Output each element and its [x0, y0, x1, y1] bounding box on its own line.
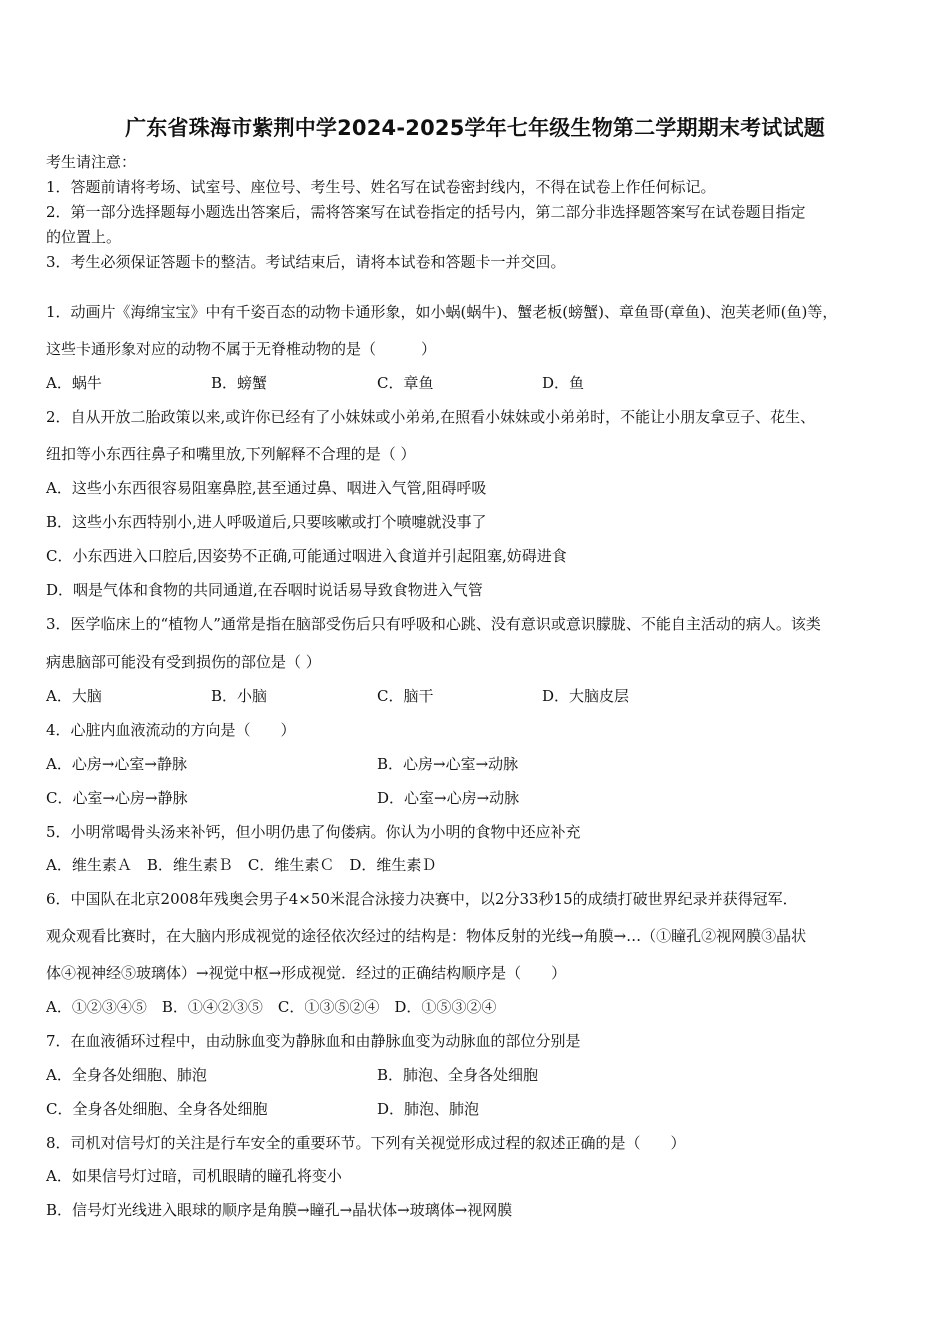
- question-text: 病患脑部可能没有受到损伤的部位是（ ）: [46, 653, 321, 671]
- question-text: 体④视神经⑤玻璃体）→视觉中枢→形成视觉．经过的正确结构顺序是（ ）: [46, 964, 567, 982]
- question-text: 8．司机对信号灯的关注是行车安全的重要环节。下列有关视觉形成过程的叙述正确的是（ ）: [46, 1134, 686, 1152]
- answer-option: A．维生素Ａ B．维生素Ｂ C．维生素Ｃ D．维生素Ｄ: [46, 856, 437, 874]
- notice-item: 2．第一部分选择题每小题选出答案后，需将答案写在试卷指定的括号内，第二部分非选择题答案写在试卷题目指定: [46, 203, 806, 221]
- page-title: 广东省珠海市紫荆中学2024-2025学年七年级生物第二学期期末考试试题: [125, 116, 825, 140]
- question-text: 观众观看比赛时，在大脑内形成视觉的途径依次经过的结构是：物体反射的光线→角膜→…（①瞳孔②视网膜③晶状: [46, 927, 807, 945]
- answer-option: D．大脑皮层: [542, 687, 630, 705]
- answer-option: A．蜗牛: [46, 374, 102, 392]
- answer-option: B．心房→心室→动脉: [377, 755, 519, 773]
- question-text: 2．自从开放二胎政策以来,或许你已经有了小妹妹或小弟弟,在照看小妹妹或小弟弟时，不能让小朋友拿豆子、花生、: [46, 408, 816, 426]
- answer-option: D．肺泡、肺泡: [377, 1100, 480, 1118]
- question-text: 6．中国队在北京2008年残奥会男子4×50米混合泳接力决赛中，以2分33秒15的成绩打破世界纪录并获得冠军．: [46, 890, 798, 908]
- answer-option: C．全身各处细胞、全身各处细胞: [46, 1100, 268, 1118]
- notice-item: 1．答题前请将考场、试室号、座位号、考生号、姓名写在试卷密封线内，不得在试卷上作任何标记。: [46, 178, 716, 196]
- answer-option: A．心房→心室→静脉: [46, 755, 187, 773]
- question-text: 5．小明常喝骨头汤来补钙，但小明仍患了佝偻病。你认为小明的食物中还应补充: [46, 823, 581, 841]
- question-text: 这些卡通形象对应的动物不属于无脊椎动物的是（ ）: [46, 340, 437, 358]
- answer-option: B．小脑: [211, 687, 268, 705]
- answer-option: C．心室→心房→静脉: [46, 789, 188, 807]
- answer-option: A．如果信号灯过暗，司机眼睛的瞳孔将变小: [46, 1167, 342, 1185]
- notice-heading: 考生请注意：: [46, 153, 137, 171]
- question-text: 7．在血液循环过程中，由动脉血变为静脉血和由静脉血变为动脉血的部位分别是: [46, 1032, 581, 1050]
- answer-option: A．大脑: [46, 687, 102, 705]
- answer-option: A．①②③④⑤ B．①④②③⑤ C．①③⑤②④ D．①⑤③②④: [46, 998, 497, 1016]
- answer-option: D．鱼: [542, 374, 585, 392]
- answer-option: D．咽是气体和食物的共同通道,在吞咽时说话易导致食物进入气管: [46, 581, 483, 599]
- answer-option: A．全身各处细胞、肺泡: [46, 1066, 207, 1084]
- question-text: 3．医学临床上的“植物人”通常是指在脑部受伤后只有呼吸和心跳、没有意识或意识朦胧、不能自主活动的病人。该类: [46, 615, 821, 633]
- answer-option: A．这些小东西很容易阻塞鼻腔,甚至通过鼻、咽进入气管,阻碍呼吸: [46, 479, 487, 497]
- answer-option: B．信号灯光线进入眼球的顺序是角膜→瞳孔→晶状体→玻璃体→视网膜: [46, 1201, 513, 1219]
- answer-option: D．心室→心房→动脉: [377, 789, 520, 807]
- answer-option: C．脑干: [377, 687, 434, 705]
- answer-option: B．肺泡、全身各处细胞: [377, 1066, 539, 1084]
- question-text: 4．心脏内血液流动的方向是（ ）: [46, 721, 296, 739]
- question-text: 1．动画片《海绵宝宝》中有千姿百态的动物卡通形象，如小蜗(蜗牛)、蟹老板(螃蟹)、章鱼哥(章鱼)、泡芙老师(鱼)等，: [46, 303, 838, 321]
- answer-option: C．章鱼: [377, 374, 434, 392]
- notice-item: 3．考生必须保证答题卡的整洁。考试结束后，请将本试卷和答题卡一并交回。: [46, 253, 566, 271]
- answer-option: B．这些小东西特别小,进人呼吸道后,只要咳嗽或打个喷嚏就没事了: [46, 513, 487, 531]
- notice-item: 的位置上。: [46, 228, 122, 246]
- answer-option: B．螃蟹: [211, 374, 268, 392]
- question-text: 纽扣等小东西往鼻子和嘴里放,下列解释不合理的是（ ）: [46, 445, 416, 463]
- answer-option: C．小东西进入口腔后,因姿势不正确,可能通过咽进入食道并引起阻塞,妨碍进食: [46, 547, 567, 565]
